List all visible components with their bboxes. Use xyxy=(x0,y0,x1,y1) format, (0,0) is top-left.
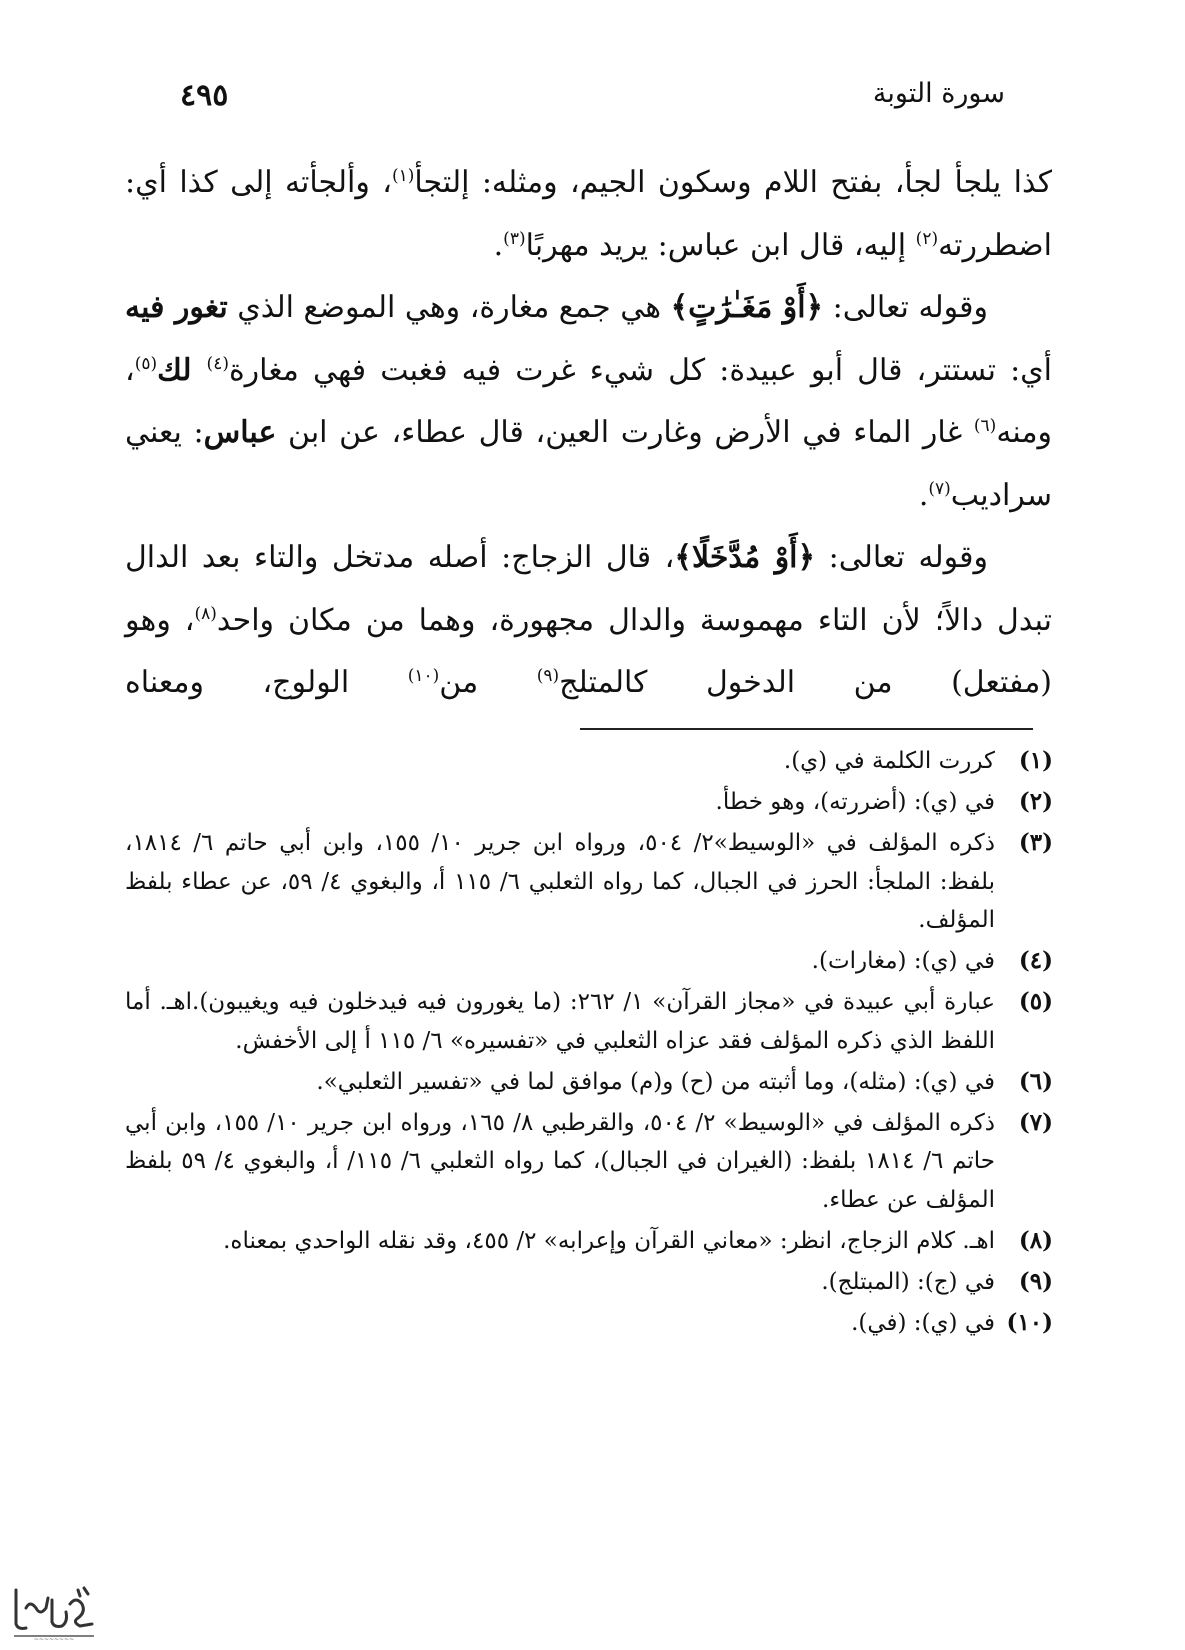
text-run: : يعني سراديب xyxy=(125,415,1052,513)
text-run: إليه، قال ابن عباس: يريد مهربًا xyxy=(525,227,916,263)
footnote-ref-7[interactable]: (٧) xyxy=(928,478,951,499)
page-header xyxy=(180,78,1005,128)
text-run: ، قال الزجاج: أصله مدتخل والتاء بعد الدال تبدل دالاً؛ لأن التاء مهموسة والدال مجهورة، وهما من مكان واحد xyxy=(125,540,1053,638)
text-run: . xyxy=(493,227,504,263)
quran-quote: ﴿أَوْ مُدَّخَلًا﴾ xyxy=(674,540,816,575)
footnote-number: (٧) xyxy=(1018,1108,1053,1136)
text-run: ، ومنه xyxy=(125,352,1053,450)
footnote-item xyxy=(125,783,1053,822)
footnote-number: (٣) xyxy=(1018,829,1053,856)
text-run: وقوله تعالى: xyxy=(823,290,988,325)
publisher-logo-icon xyxy=(8,1578,98,1642)
quran-quote: ﴿أَوْ مَغَـٰرَٰتٍ﴾ xyxy=(670,290,824,325)
text-run: الولوج، ومعناه xyxy=(125,665,408,700)
footnote-text: عبارة أبي عبيدة في «مجاز القرآن» ١/ ٢٦٢: (ما يغورون فيه فيدخلون فيه ويغيبون).اهـ. أما اللفظ الذي ذكره المؤلف فقد عزاه الثعلبي في «تفسيره» ٦/ ١١٥ أ إلى الأخفش. xyxy=(125,989,995,1054)
paragraph-3 xyxy=(125,527,1052,715)
footnote-ref-10[interactable]: (١٠) xyxy=(407,666,440,686)
footnote-number: (٦) xyxy=(1018,1067,1053,1095)
footnote-number: (١٠) xyxy=(1006,1308,1053,1336)
footnote-text: في (ي): (في). xyxy=(851,1309,995,1336)
footnote-item xyxy=(125,742,1053,781)
text-run: كذا يلجأ لجأ، بفتح اللام وسكون الجيم، ومثله: إلتجأ xyxy=(414,165,1052,200)
bold-term: لك xyxy=(157,352,207,388)
footnote-item xyxy=(125,1263,1053,1302)
footnote-text: في (ج): (المبتلج). xyxy=(821,1268,995,1295)
bold-term: عباس xyxy=(203,415,277,450)
footnote-item xyxy=(125,942,1053,981)
footnote-ref-5[interactable]: (٥) xyxy=(134,353,158,374)
footnote-ref-9[interactable]: (٩) xyxy=(536,666,560,686)
footnote-number: (٢) xyxy=(1018,788,1053,815)
footnote-item xyxy=(125,824,1053,940)
footnote-ref-2[interactable]: (٢) xyxy=(915,228,939,249)
footnote-item xyxy=(125,983,1053,1060)
page-number: ٤٩٥ xyxy=(180,78,229,113)
footnote-number: (٥) xyxy=(1018,988,1053,1015)
paragraph-2 xyxy=(125,277,1052,527)
footnotes xyxy=(125,742,1053,1345)
footnote-item xyxy=(125,1304,1053,1343)
footnote-text: اهـ. كلام الزجاج، انظر: «معاني القرآن وإعرابه» ٢/ ٤٥٥، وقد نقله الواحدي بمعناه. xyxy=(223,1227,995,1254)
text-run: وقوله تعالى: xyxy=(815,540,988,575)
footnote-text: كررت الكلمة في (ي). xyxy=(783,748,995,774)
footnote-number: (٤) xyxy=(1018,947,1053,974)
footnote-text: في (ي): (مغارات). xyxy=(811,948,995,974)
text-run: هي جمع مغارة، وهي الموضع الذي xyxy=(227,290,671,325)
main-text xyxy=(125,152,1052,715)
paragraph-1 xyxy=(125,152,1052,277)
footnote-text: في (ي): (أضررته)، وهو خطأ. xyxy=(715,789,995,815)
footnote-item xyxy=(125,1063,1053,1102)
publisher-logo-graphic xyxy=(8,1578,98,1642)
footnote-text: ذكره المؤلف في «الوسيط»٢/ ٥٠٤، ورواه ابن جرير ١٠/ ١٥٥، وابن أبي حاتم ٦/ ١٨١٤، بلفظ: الملجأ: الحرز في الجبال، كما رواه الثعلبي ٦/ ١١٥ أ، والبغوي ٤/ ٥٩، عن عطاء بلفظ المؤلف. xyxy=(125,830,996,933)
text-run: أي: تستتر، قال أبو عبيدة: كل شيء غرت فيه فغبت فهي مغارة xyxy=(228,352,1052,388)
footnote-item xyxy=(125,1222,1053,1261)
text-run: غار الماء في الأرض وغارت العين، قال عطاء، عن ابن xyxy=(276,415,974,450)
footnote-ref-1[interactable]: (١) xyxy=(391,166,415,186)
footnote-text: ذكره المؤلف في «الوسيط» ٢/ ٥٠٤، والقرطبي ٨/ ١٦٥، ورواه ابن جرير ١٠/ ١٥٥، وابن أبي حاتم ٦/ ١٨١٤ بلفظ: (الغيران في الجبال)، كما رواه الثعلبي ٦/ ١١٥/ أ، والبغوي ٤/ ٥٩ بلفظ المؤلف عن عطاء. xyxy=(125,1109,996,1213)
footnote-item xyxy=(125,1104,1053,1220)
footnote-separator xyxy=(580,728,1033,730)
footnote-number: (١) xyxy=(1018,747,1053,774)
text-run: ، وهو (مفتعل) من الدخول كالمتلج xyxy=(125,602,1052,700)
footnote-ref-8[interactable]: (٨) xyxy=(194,603,217,624)
running-title: سورة التوبة xyxy=(872,78,1005,109)
text-run: . xyxy=(918,477,929,513)
text-run: ، وألجأته إلى كذا أي: اضطررته xyxy=(125,165,1052,263)
footnote-number: (٨) xyxy=(1018,1226,1053,1254)
footnote-number: (٩) xyxy=(1018,1267,1053,1295)
footnote-ref-4[interactable]: (٤) xyxy=(206,353,229,374)
footnote-ref-3[interactable]: (٣) xyxy=(503,228,526,249)
svg-text:~~~~~~~~: ~~~~~~~~ xyxy=(33,1636,75,1642)
text-run: من xyxy=(439,665,537,700)
bold-term: تغور فيه xyxy=(125,290,228,325)
footnote-ref-6[interactable]: (٦) xyxy=(973,416,997,436)
footnote-text: في (ي): (مثله)، وما أثبته من (ح) و(م) موافق لما في «تفسير الثعلبي». xyxy=(316,1068,995,1095)
